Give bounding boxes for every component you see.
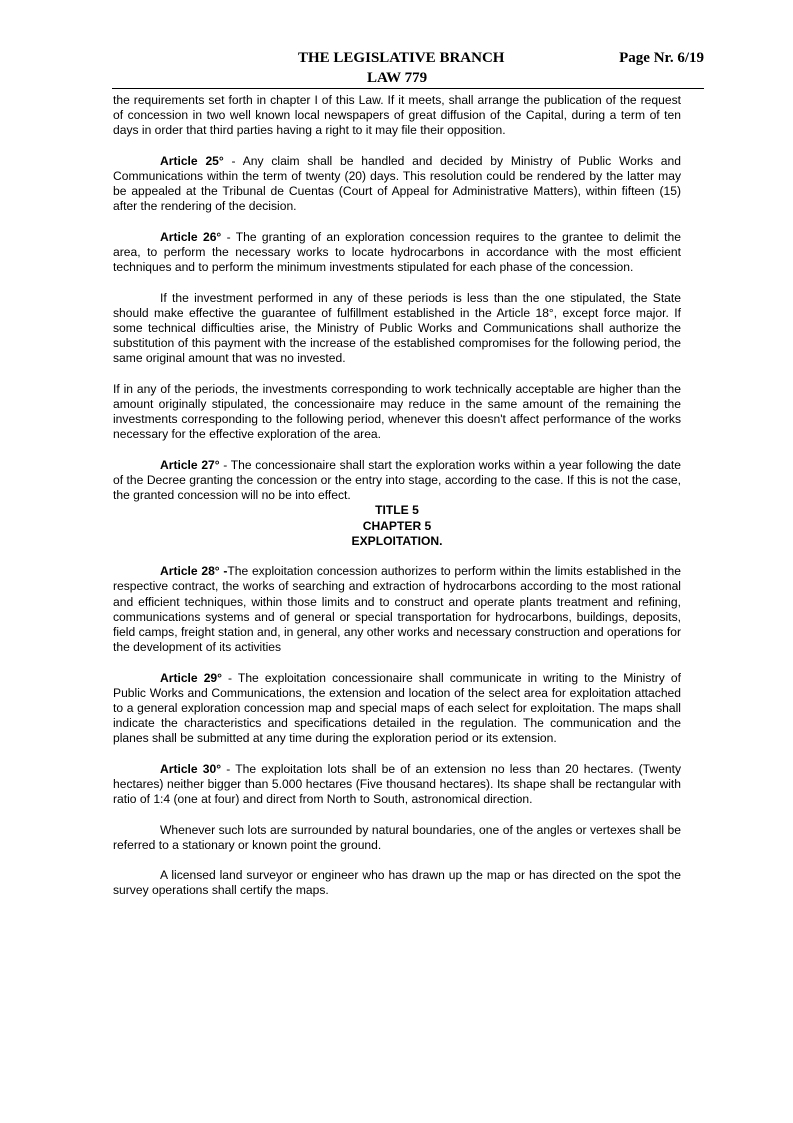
article-27-label: Article 27° — [160, 457, 220, 472]
page-header — [112, 50, 704, 90]
article-26-paragraph-3: If in any of the periods, the investments corresponding to work technically acceptable are higher than the amount originally stipulated, the concessionaire may reduce in the same amount of the remaining the investments corresponding to the following period, whenever this doesn't affect performance of the works necessary for the effective exploration of the area. — [113, 381, 681, 442]
article-28-text: The exploitation concession authorizes to perform within the limits established in the respective contract, the works of searching and extraction of hydrocarbons according to the most rational and efficient techniques, within those limits and to construct and operate plants treatment and refining, communications systems and of general or special transportation for hydrocarbons, buildings, deposits, field camps, freight station and, in general, any other works and necessary construction and operations for the development of its activities — [113, 564, 681, 655]
article-26-label: Article 26° — [160, 229, 222, 244]
article-27-text: - The concessionaire shall start the exploration works within a year following the date of the Decree granting the concession or the entry into stage, according to the case. If this is not the case, the granted concession will no be into effect. — [113, 457, 681, 503]
document-body — [113, 93, 681, 899]
paragraph-continuation: the requirements set forth in chapter I of this Law. If it meets, shall arrange the publication of the request of concession in two well known local newspapers of great diffusion of the Capital, during a term of ten days in order that third parties having a right to it may file their opposition. — [113, 93, 681, 138]
header-divider — [112, 88, 704, 89]
header-page-number: Page Nr. 6/19 — [619, 50, 704, 66]
article-30-paragraph-3: A licensed land surveyor or engineer who has drawn up the map or has directed on the spot the survey operations shall certify the maps. — [113, 868, 681, 898]
article-28-label: Article 28° - — [160, 564, 228, 579]
article-30-text: - The exploitation lots shall be of an extension no less than 20 hectares. (Twenty hectares) neither bigger than 5.000 hectares (Five thousand hectares). Its shape shall be rectangular with ratio of 1:4 (one at four) and direct from North to South, astronomical direction. — [113, 761, 681, 807]
title-heading: TITLE 5 — [375, 503, 419, 518]
article-29-label: Article 29° — [160, 670, 222, 685]
article-26-paragraph-2: If the investment performed in any of these periods is less than the one stipulated, the State should make effective the guarantee of fulfillment established in the Article 18°, except force major. If some technical difficulties arise, the Ministry of Public Works and Communications shall authorize the substitution of this payment with the increase of the established compromises for the following period, the same original amount that was no invested. — [113, 290, 681, 366]
article-30-label: Article 30° — [160, 761, 222, 776]
article-26-text: - The granting of an exploration concession requires to the grantee to delimit the area, to perform the necessary works to locate hydrocarbons in accordance with the most efficient techniques and to perform the minimum investments stipulated for each phase of the concession. — [113, 229, 681, 275]
section-heading: EXPLOITATION. — [351, 533, 443, 548]
article-29-text: - The exploitation concessionaire shall communicate in writing to the Ministry of Public Works and Communications, the extension and location of the select area for exploitation attached to a general exploration concession map and special maps of each select for exploitation. The maps shall indicate the characteristics and specifications detailed in the regulation. The communication and the planes shall be submitted at any time during the exploration period or its extension. — [113, 670, 681, 746]
article-25 — [113, 154, 681, 215]
article-25-text: - Any claim shall be handled and decided by Ministry of Public Works and Communications within the term of twenty (20) days. This resolution could be rendered by the latter may be appealed at the Tribunal de Cuentas (Court of Appeal for Administrative Matters), within fifteen (15) after the rendering of the decision. — [113, 153, 681, 214]
article-30 — [113, 762, 681, 808]
article-29 — [113, 671, 681, 747]
chapter-heading: CHAPTER 5 — [362, 518, 432, 533]
article-30-paragraph-2: Whenever such lots are surrounded by natural boundaries, one of the angles or vertexes shall be referred to a stationary or known point the ground. — [113, 822, 681, 852]
article-26 — [113, 230, 681, 276]
article-25-label: Article 25° — [160, 153, 224, 168]
article-27 — [113, 458, 681, 504]
article-28 — [113, 564, 681, 655]
header-law-number: LAW 779 — [367, 70, 428, 86]
header-title: THE LEGISLATIVE BRANCH — [298, 50, 505, 66]
